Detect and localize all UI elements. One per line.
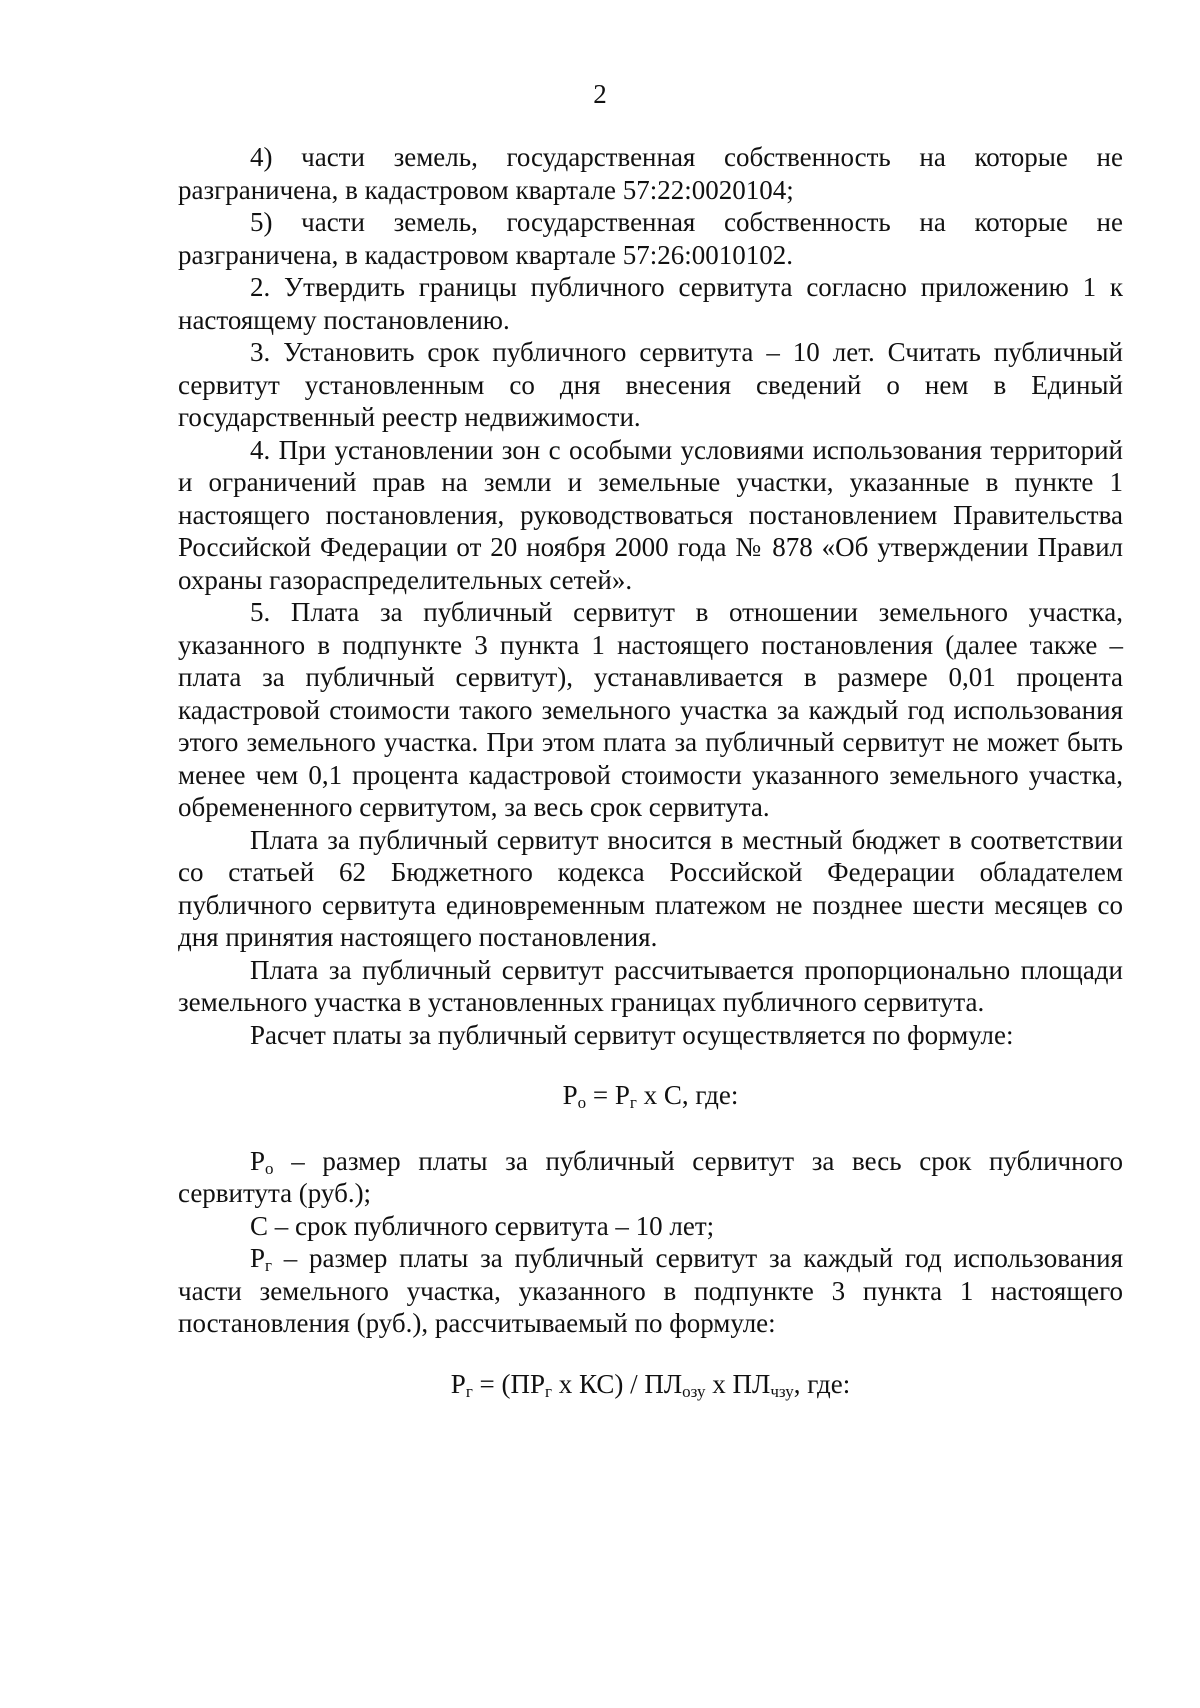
definition-c: С – срок публичного сервитута – 10 лет; bbox=[250, 1210, 715, 1241]
paragraph-formula-intro: Расчет платы за публичный сервитут осуществляется по формуле: bbox=[250, 1019, 1014, 1050]
paragraph-item-5: 5) части земель, государственная собственность на которые не разграничена, в кадастровом квартале 57:26:0010102. bbox=[178, 207, 1123, 270]
paragraph-payment-budget: Плата за публичный сервитут вносится в местный бюджет в соответствии со статьей 62 Бюджетного кодекса Российской Федерации обладателем публичного сервитута единовременным платежом не позднее шести месяцев со дня принятия настоящего постановления. bbox=[178, 824, 1123, 952]
definition-pg: $Р_г$ – размер платы за публичный сервитут за каждый год использования части земельного участка, указанного в подпункте 3 пункта 1 настоящего постановления (руб.), рассчитываемый по формуле: bbox=[178, 1243, 1123, 1338]
paragraph-clause-3: 3. Установить срок публичного сервитута – 10 лет. Считать публичный сервитут установленным со дня внесения сведений о нем в Единый государственный реестр недвижимости. bbox=[178, 337, 1123, 432]
paragraph-clause-4: 4. При установлении зон с особыми условиями использования территорий и ограничений прав на земли и земельные участки, указанные в пункте 1 настоящего постановления, руководствоваться постановлением Правительства Российской Федерации от 20 ноября 2000 года № 878 «Об утверждении Правил охраны газораспределительных сетей». bbox=[178, 434, 1123, 595]
paragraph-payment-proportional: Плата за публичный сервитут рассчитывается пропорционально площади земельного участка в установленных границах публичного сервитута. bbox=[178, 954, 1123, 1017]
document-body bbox=[178, 141, 1123, 1400]
paragraph-item-4: 4) части земель, государственная собственность на которые не разграничена, в кадастровом квартале 57:22:0020104; bbox=[178, 142, 1123, 205]
paragraph-clause-5: 5. Плата за публичный сервитут в отношении земельного участка, указанного в подпункте 3 пункта 1 настоящего постановления (далее также – плата за публичный сервитут), устанавливается в размере 0,01 процента кадастровой стоимости такого земельного участка за каждый год использования этого земельного участка. При этом плата за публичный сервитут не может быть менее чем 0,1 процента кадастровой стоимости указанного земельного участка, обремененного сервитутом, за весь срок сервитута. bbox=[178, 597, 1123, 822]
formula-total-payment: $Р_о = Р_г$ х С, где: bbox=[562, 1080, 739, 1112]
page-number: 2 bbox=[593, 79, 607, 109]
definition-po: $Р_о$ – размер платы за публичный сервитут за весь срок публичного сервитута (руб.); bbox=[178, 1145, 1123, 1208]
formula-annual-payment: $Р_г = (ПР_г$ х $КС) / ПЛ_{озу}$ х $ПЛ_{чзу}$, где: bbox=[450, 1368, 851, 1401]
paragraph-clause-2: 2. Утвердить границы публичного сервитута согласно приложению 1 к настоящему постановлению. bbox=[178, 272, 1123, 335]
